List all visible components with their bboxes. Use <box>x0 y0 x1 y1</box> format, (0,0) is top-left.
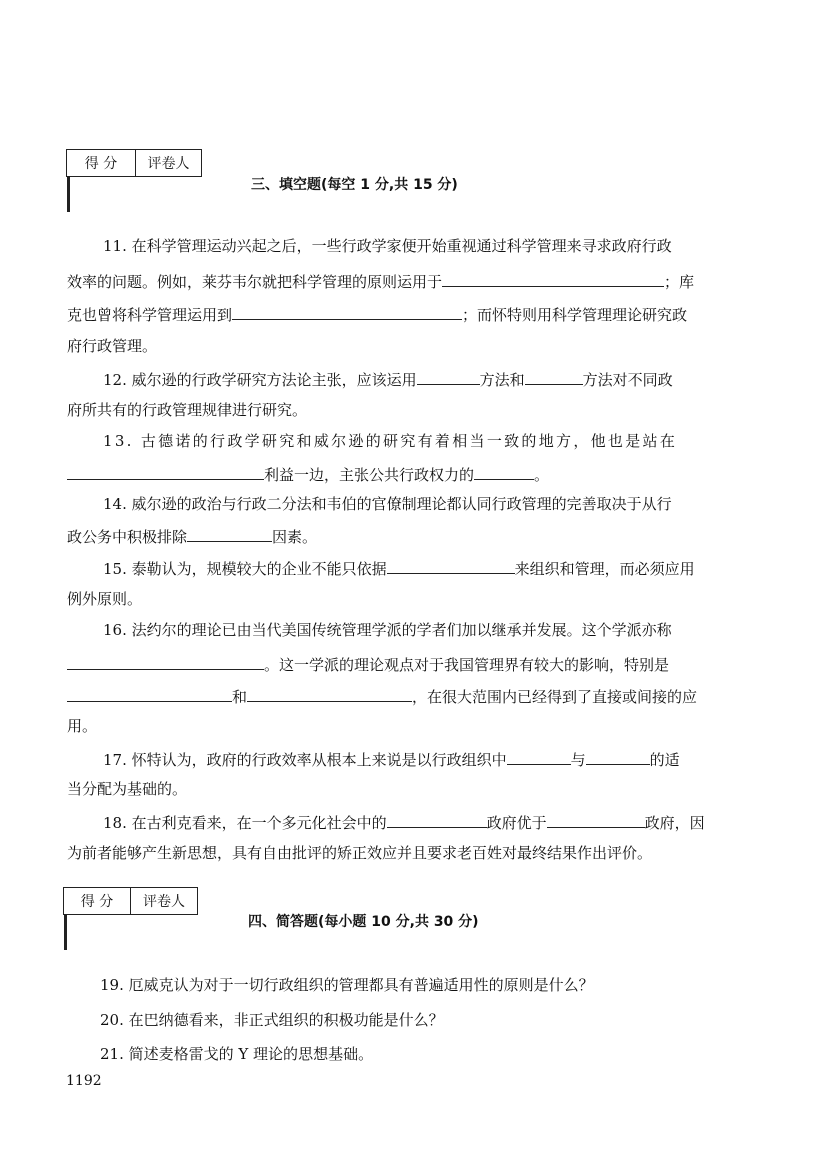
q12-text-1a: 12. 威尔逊的行政学研究方法论主张，应该运用 <box>103 371 417 389</box>
q18-text-1a: 18. 在古利克看来，在一个多元化社会中的 <box>103 814 387 832</box>
q15-text-2: 例外原则。 <box>67 590 143 608</box>
q16-line-2 <box>67 653 669 675</box>
q13-line-2 <box>67 463 549 485</box>
q14-blank-1[interactable] <box>187 525 272 542</box>
q12-text-1b: 方法和 <box>479 371 525 389</box>
q13-text-2b: 。 <box>534 466 550 484</box>
grader-label: 评卷人 <box>131 888 198 915</box>
q11-text-1: 11. 在科学管理运动兴起之后，一些行政学家便开始重视通过科学管理来寻求政府行政 <box>103 237 672 255</box>
q13-blank-1[interactable] <box>67 463 264 480</box>
q19-line: 19. 厄威克认为对于一切行政组织的管理都具有普遍适用性的原则是什么？ <box>100 976 594 994</box>
q11-text-4: 府行政管理。 <box>67 337 158 355</box>
q11-text-2a: 效率的问题。例如，莱芬韦尔就把科学管理的原则运用于 <box>67 273 443 291</box>
q11-line-2 <box>67 270 694 292</box>
q15-text-1b: 来组织和管理，而必须应用 <box>514 560 695 578</box>
q16-blank-2[interactable] <box>67 685 232 702</box>
q14-line-2 <box>67 525 317 547</box>
q18-line-1 <box>103 811 705 833</box>
q18-line-2 <box>67 843 652 863</box>
section-3-title: 三、填空题(每空 1 分,共 15 分) <box>251 177 458 193</box>
score-box-section-3 <box>66 149 202 198</box>
q18-text-1c: 政府，因 <box>644 814 705 832</box>
q16-blank-1[interactable] <box>67 653 264 670</box>
q11-blank-2[interactable] <box>232 303 462 320</box>
q12-line-1 <box>103 368 673 390</box>
q18-blank-1[interactable] <box>387 811 487 828</box>
q12-blank-2[interactable] <box>525 368 583 385</box>
q18-text-2: 为前者能够产生新思想，具有自由批评的矫正效应并且要求老百姓对最终结果作出评价。 <box>67 844 653 862</box>
q14-text-2b: 因素。 <box>272 528 318 546</box>
grader-cell[interactable] <box>68 178 69 212</box>
q17-text-1c: 的适 <box>649 751 680 769</box>
q21-line: 21. 简述麦格雷戈的 Y 理论的思想基础。 <box>100 1045 374 1063</box>
q17-text-2: 当分配为基础的。 <box>67 780 188 798</box>
q16-text-4: 用。 <box>67 717 98 735</box>
q16-text-1: 16. 法约尔的理论已由当代美国传统管理学派的学者们加以继承并发展。这个学派亦称 <box>103 621 672 639</box>
q14-text-1: 14. 威尔逊的政治与行政二分法和韦伯的官僚制理论都认同行政管理的完善取决于从行 <box>103 495 672 513</box>
q18-text-1b: 政府优于 <box>486 814 547 832</box>
q16-line-3 <box>67 685 697 707</box>
q17-line-2 <box>67 779 187 799</box>
q13-blank-2[interactable] <box>474 463 534 480</box>
q16-text-3a: 和 <box>232 688 248 706</box>
q14-text-2a: 政公务中积极排除 <box>67 528 188 546</box>
q16-text-3b: ，在很大范围内已经得到了直接或间接的应 <box>412 688 698 706</box>
score-box-section-4 <box>63 887 198 936</box>
q11-text-3a: 克也曾将科学管理运用到 <box>67 306 233 324</box>
q16-line-4 <box>67 716 97 736</box>
q18-blank-2[interactable] <box>547 811 645 828</box>
q11-text-3b: ；而怀特则用科学管理理论研究政 <box>462 306 688 324</box>
q11-blank-1[interactable] <box>442 270 664 287</box>
q11-line-3 <box>67 303 687 325</box>
q12-line-2 <box>67 400 307 420</box>
q16-text-2a: 。这一学派的理论观点对于我国管理界有较大的影响，特别是 <box>264 656 670 674</box>
q12-text-2: 府所共有的行政管理规律进行研究。 <box>67 401 308 419</box>
q15-line-2 <box>67 589 142 609</box>
q11-line-1 <box>103 236 672 256</box>
q13-text-2a: 利益一边，主张公共行政权力的 <box>264 466 475 484</box>
q14-line-1 <box>103 494 672 514</box>
q13-text-1: 13. 古德诺的行政学研究和威尔逊的研究有着相当一致的地方，他也是站在 <box>103 432 678 450</box>
q20-line: 20. 在巴纳德看来，非正式组织的积极功能是什么？ <box>100 1011 444 1029</box>
page-number: 1192 <box>66 1073 102 1089</box>
q17-blank-1[interactable] <box>507 748 571 765</box>
q15-line-1 <box>103 557 695 579</box>
q11-text-2b: ；库 <box>664 273 695 291</box>
section-4-title: 四、简答题(每小题 10 分,共 30 分) <box>248 914 479 930</box>
q15-blank-1[interactable] <box>387 557 515 574</box>
q12-blank-1[interactable] <box>417 368 480 385</box>
grader-label: 评卷人 <box>136 150 202 177</box>
q11-line-4 <box>67 336 157 356</box>
q16-line-1 <box>103 620 672 640</box>
q17-text-1b: 与 <box>570 751 586 769</box>
q13-line-1 <box>103 431 677 451</box>
q12-text-1c: 方法对不同政 <box>582 371 673 389</box>
q15-text-1a: 15. 泰勒认为，规模较大的企业不能只依据 <box>103 560 387 578</box>
score-label: 得 分 <box>67 150 136 177</box>
grader-cell[interactable] <box>65 916 66 950</box>
score-label: 得 分 <box>64 888 131 915</box>
q17-line-1 <box>103 748 680 770</box>
q17-blank-2[interactable] <box>586 748 650 765</box>
q16-blank-3[interactable] <box>247 685 412 702</box>
q17-text-1a: 17. 怀特认为，政府的行政效率从根本上来说是以行政组织中 <box>103 751 507 769</box>
